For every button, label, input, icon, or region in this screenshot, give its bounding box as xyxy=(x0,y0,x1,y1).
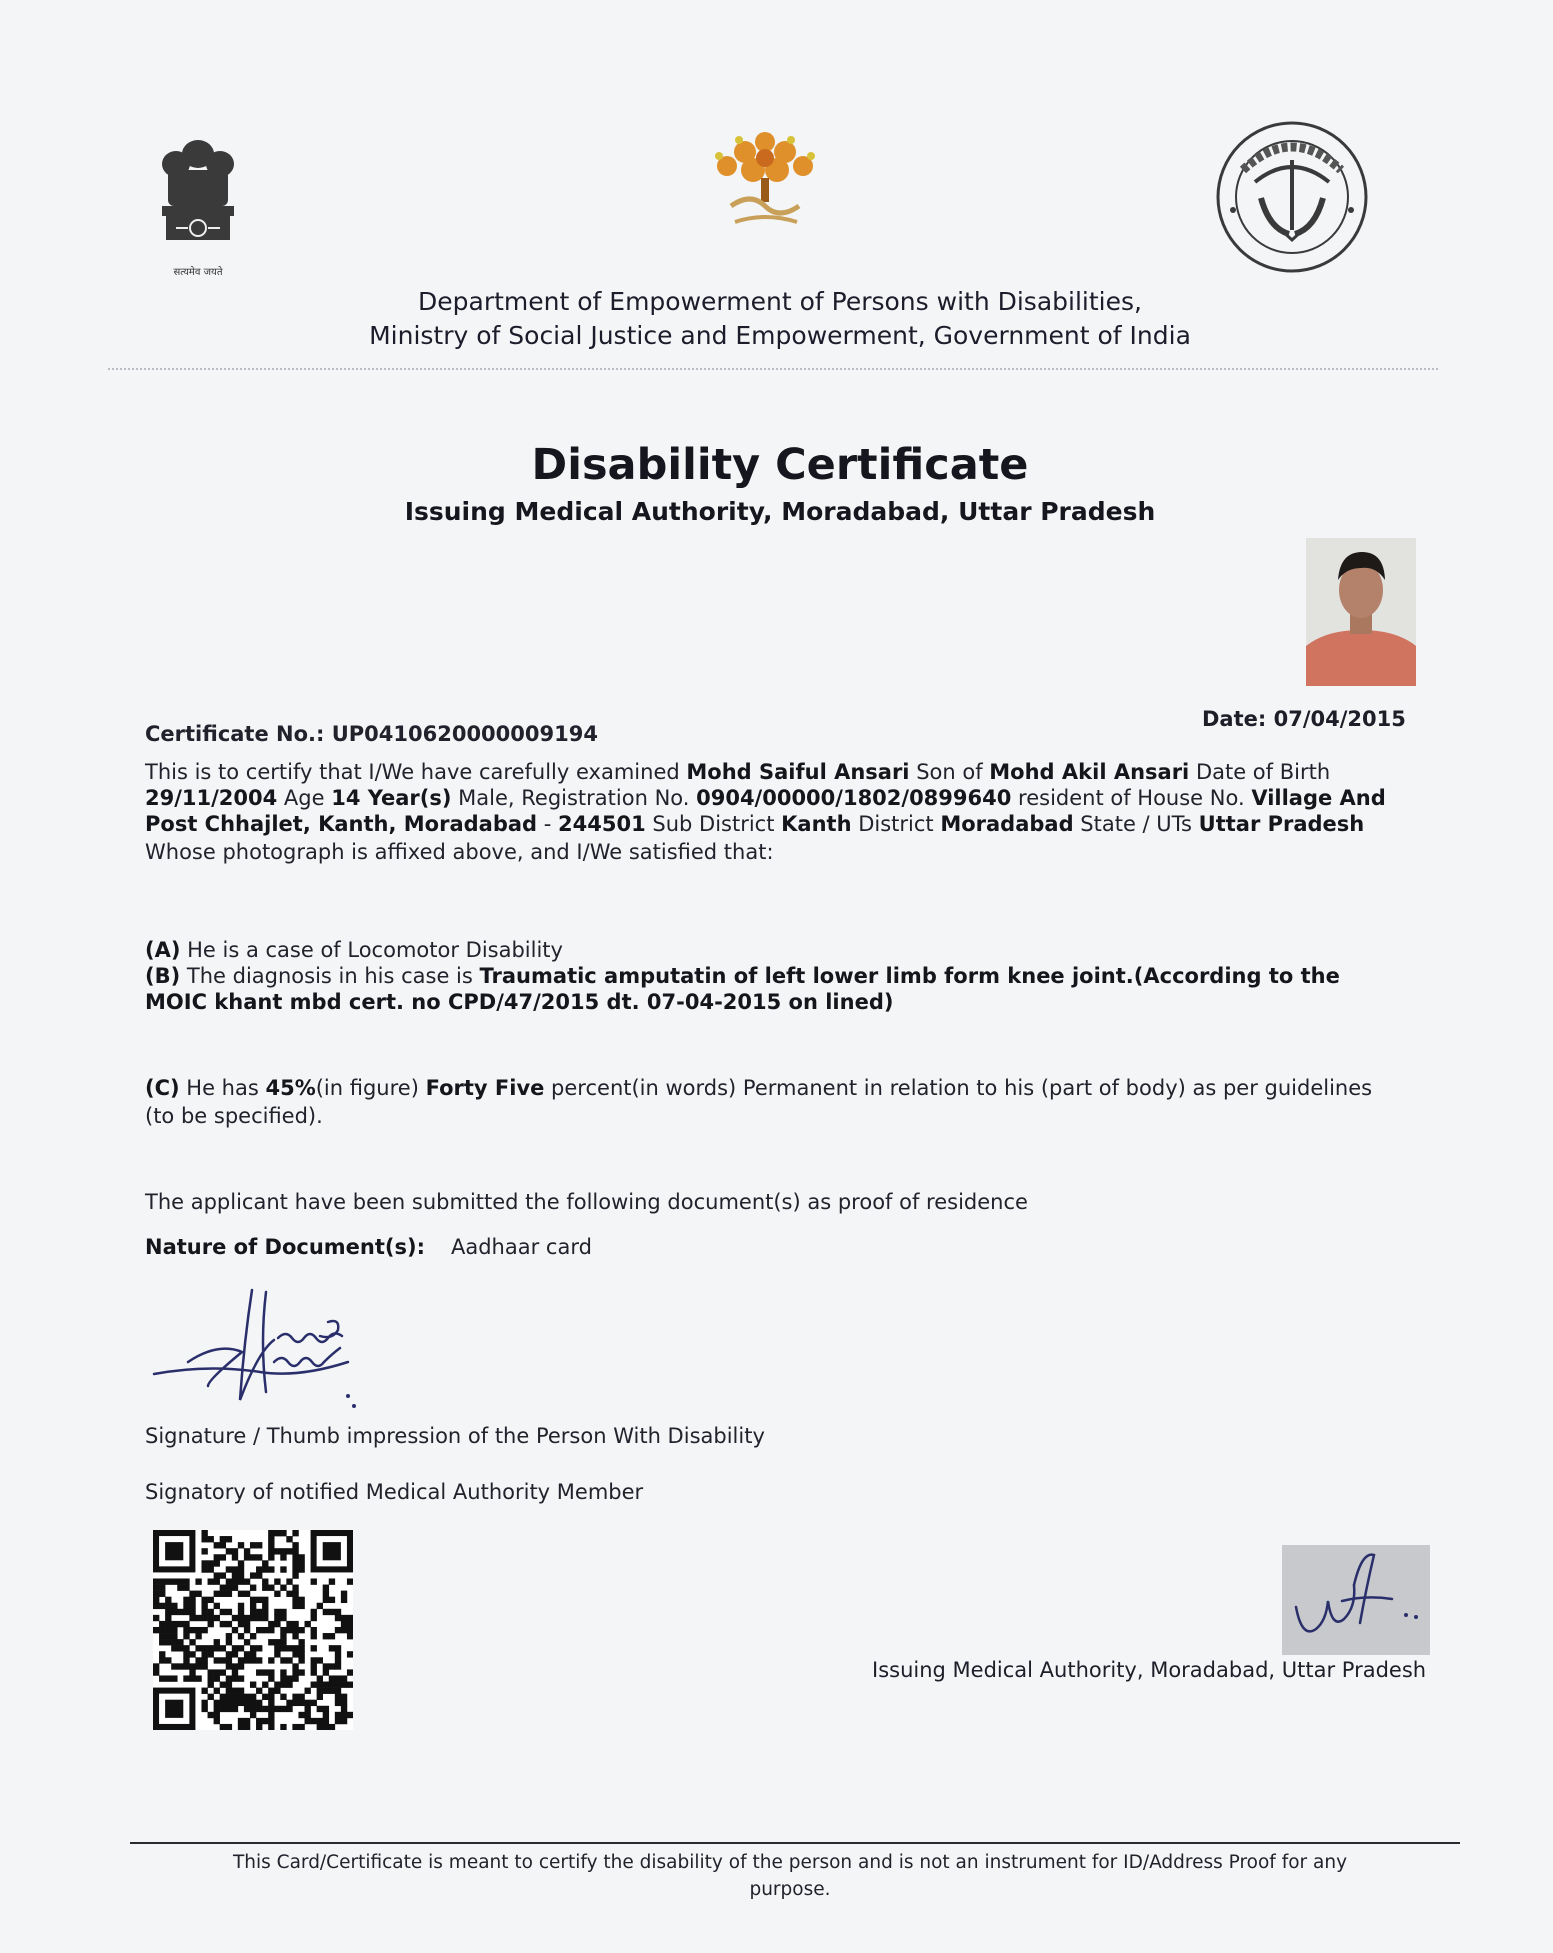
body-line-4: Whose photograph is affixed above, and I/We satisfied that: xyxy=(145,840,774,864)
applicant-signature-label: Signature / Thumb impression of the Person With Disability xyxy=(145,1424,765,1448)
disability-percent-words: Forty Five xyxy=(425,1076,545,1100)
body-line-1 xyxy=(145,760,1330,784)
page-title: Disability Certificate xyxy=(531,440,1029,490)
applicant-signature xyxy=(148,1282,388,1422)
item-b xyxy=(145,964,1340,988)
item-c-text: (in figure) xyxy=(315,1076,426,1100)
item-c xyxy=(145,1076,1372,1100)
certificate-date xyxy=(1202,707,1406,731)
proof-of-residence-line: The applicant have been submitted the following document(s) as proof of residence xyxy=(145,1190,1028,1214)
applicant-photo xyxy=(1306,538,1416,686)
footer-note: This Card/Certificate is meant to certify the disability of the person and is not an instrument for ID/Address Proof for any purpose. xyxy=(232,1852,1348,1900)
house-address-part-2: Post Chhajlet, Kanth, Moradabad xyxy=(145,812,538,836)
certificate-date-value: 07/04/2015 xyxy=(1273,707,1406,731)
department-line-2: Ministry of Social Justice and Empowerment, Government of India xyxy=(369,321,1191,350)
up-tree-logo-icon xyxy=(695,120,835,245)
item-c-continued: (to be specified). xyxy=(145,1104,323,1128)
page-subtitle: Issuing Medical Authority, Moradabad, Uttar Pradesh xyxy=(404,497,1156,526)
department-line-1: Department of Empowerment of Persons with Disabilities, xyxy=(418,287,1142,316)
disability-percent: 45% xyxy=(265,1076,316,1100)
body-text: Date of Birth xyxy=(1189,760,1331,784)
body-text: This is to certify that I/We have carefully examined xyxy=(145,760,687,784)
item-a-label: (A) xyxy=(145,938,181,962)
qr-code xyxy=(153,1530,353,1730)
authority-signature xyxy=(1282,1545,1430,1655)
body-text: - xyxy=(537,812,559,836)
up-government-seal-icon xyxy=(1215,120,1370,275)
item-a-text: He is a case of Locomotor Disability xyxy=(180,938,563,962)
certificate-number-label: Certificate No.: xyxy=(145,722,325,746)
nature-of-documents xyxy=(145,1235,592,1259)
certificate-number xyxy=(145,722,598,746)
diagnosis-line-2: MOIC khant mbd cert. no CPD/47/2015 dt. 07-04-2015 on lined) xyxy=(145,990,894,1014)
body-line-2 xyxy=(145,786,1386,810)
house-address-part-1: Village And xyxy=(1251,786,1386,810)
state: Uttar Pradesh xyxy=(1198,812,1365,836)
body-text: Sub District xyxy=(645,812,782,836)
nature-value: Aadhaar card xyxy=(450,1235,592,1259)
issuing-authority-label: Issuing Medical Authority, Moradabad, Uttar Pradesh xyxy=(872,1658,1427,1682)
father-name: Mohd Akil Ansari xyxy=(989,760,1190,784)
item-c-text: percent(in words) Permanent in relation to his (part of body) as per guidelines xyxy=(544,1076,1373,1100)
item-a xyxy=(145,938,563,962)
date-of-birth: 29/11/2004 xyxy=(145,786,278,810)
body-text: State / UTs xyxy=(1073,812,1199,836)
emblem-caption: सत्यमेव जयते xyxy=(173,267,223,278)
registration-number: 0904/00000/1802/0899640 xyxy=(696,786,1012,810)
body-text: resident of House No. xyxy=(1011,786,1252,810)
item-b-text: The diagnosis in his case is xyxy=(180,964,480,988)
body-text: District xyxy=(851,812,941,836)
age-value: 14 Year(s) xyxy=(331,786,452,810)
certificate-date-label: Date: xyxy=(1202,707,1267,731)
district: Moradabad xyxy=(940,812,1074,836)
body-text: Age xyxy=(277,786,332,810)
signatory-label: Signatory of notified Medical Authority Member xyxy=(145,1480,644,1504)
item-c-label: (C) xyxy=(145,1076,180,1100)
applicant-name: Mohd Saiful Ansari xyxy=(686,760,910,784)
header-divider xyxy=(108,368,1438,370)
national-emblem-icon xyxy=(148,132,248,282)
item-c-text: He has xyxy=(179,1076,266,1100)
body-text: Male, Registration No. xyxy=(451,786,697,810)
item-b-label: (B) xyxy=(145,964,181,988)
sub-district: Kanth xyxy=(781,812,852,836)
footer-divider xyxy=(130,1842,1460,1844)
certificate-number-value: UP0410620000009194 xyxy=(331,722,598,746)
pin-code: 244501 xyxy=(558,812,646,836)
body-line-3 xyxy=(145,812,1364,836)
item-b-continued xyxy=(145,990,893,1014)
diagnosis-line-1: Traumatic amputatin of left lower limb form knee joint.(According to the xyxy=(479,964,1340,988)
body-text: Son of xyxy=(909,760,990,784)
nature-label: Nature of Document(s): xyxy=(145,1235,425,1259)
